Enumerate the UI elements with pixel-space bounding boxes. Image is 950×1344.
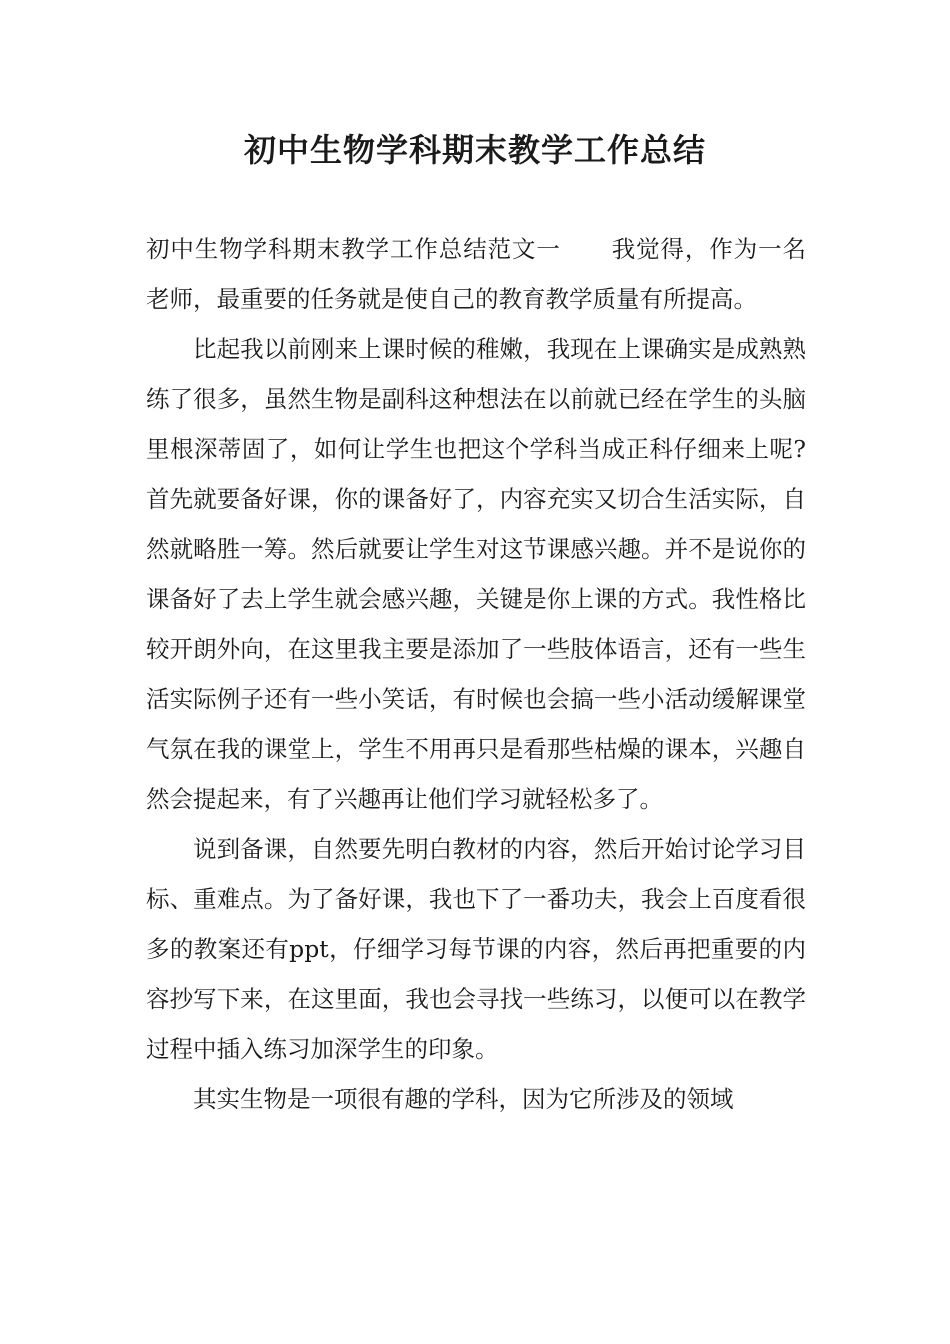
body-paragraph-1: 比起我以前刚来上课时候的稚嫩，我现在上课确实是成熟熟练了很多，虽然生物是副科这种想法在以前就已经在学生的头脑里根深蒂固了，如何让学生也把这个学科当成正科仔细来上呢?首先就要备好课，你的课备好了，内容充实又切合生活实际，自然就略胜一筹。然后就要让学生对这节课感兴趣。并不是说你的课备好了去上学生就会感兴趣，关键是你上课的方式。我性格比较开朗外向，在这里我主要是添加了一些肢体语言，还有一些生活实际例子还有一些小笑话，有时候也会搞一些小活动缓解课堂气氛在我的课堂上，学生不用再只是看那些枯燥的课本，兴趣自然会提起来，有了兴趣再让他们学习就轻松多了。: [146, 335, 806, 813]
body-paragraph-2: 说到备课，自然要先明白教材的内容，然后开始讨论学习目标、重难点。为了备好课，我也下了一番功夫，我会上百度看很多的教案还有ppt，仔细学习每节课的内容，然后再把重要的内容抄写下来，在这里面，我也会寻找一些练习，以便可以在教学过程中插入练习加深学生的印象。: [146, 835, 806, 1063]
intro-body: 我觉得，作为一名老师，最重要的任务就是使自己的教育教学质量有所提高。: [146, 235, 807, 313]
document-title: 初中生物学科期末教学工作总结: [243, 131, 706, 169]
intro-lead: 初中生物学科期末教学工作总结范文一: [146, 235, 561, 263]
document-body: [146, 224, 806, 1124]
intro-paragraph: [146, 224, 806, 324]
body-paragraph-3: 其实生物是一项很有趣的学科，因为它所涉及的领域: [193, 1085, 734, 1113]
